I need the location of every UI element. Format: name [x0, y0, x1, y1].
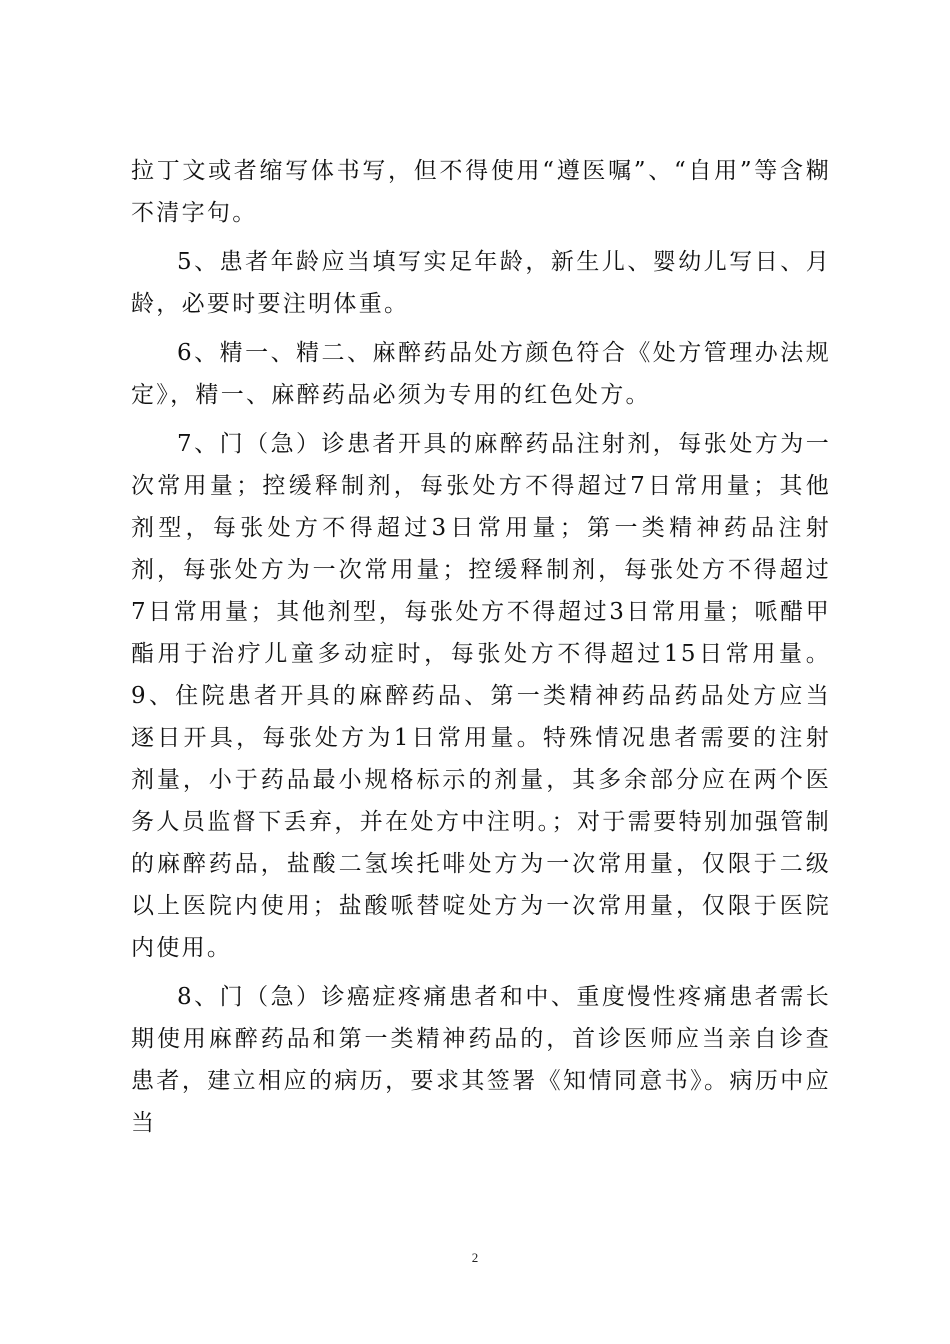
paragraph-continuation: 拉丁文或者缩写体书写，但不得使用“遵医嘱”、“自用”等含糊不清字句。 [131, 158, 831, 226]
paragraph-item-8: 8、门（急）诊癌症疼痛患者和中、重度慢性疼痛患者需长期使用麻醉药品和第一类精神药品的，首诊医师应当亲自诊查患者，建立相应的病历，要求其签署《知情同意书》。病历中应当 [131, 984, 831, 1136]
document-body [131, 150, 831, 1151]
page-number: 2 [471, 1250, 479, 1265]
paragraph-item-5: 5、患者年龄应当填写实足年龄，新生儿、婴幼儿写日、月龄，必要时要注明体重。 [131, 249, 831, 317]
paragraph-item-6: 6、精一、精二、麻醉药品处方颜色符合《处方管理办法规定》，精一、麻醉药品必须为专用的红色处方。 [131, 340, 831, 408]
paragraph-item-7: 7、门（急）诊患者开具的麻醉药品注射剂，每张处方为一次常用量；控缓释制剂，每张处方不得超过7日常用量；其他剂型，每张处方不得超过3日常用量；第一类精神药品注射剂，每张处方为一次常用量；控缓释制剂，每张处方不得超过7日常用量；其他剂型，每张处方不得超过3日常用量；哌醋甲酯用于治疗儿童多动症时，每张处方不得超过15日常用量。9、住院患者开具的麻醉药品、第一类精神药品药品处方应当逐日开具，每张处方为1日常用量。特殊情况患者需要的注射剂量，小于药品最小规格标示的剂量，其多余部分应在两个医务人员监督下丢弃，并在处方中注明。；对于需要特别加强管制的麻醉药品，盐酸二氢埃托啡处方为一次常用量，仅限于二级以上医院内使用；盐酸哌替啶处方为一次常用量，仅限于医院内使用。 [131, 431, 831, 961]
